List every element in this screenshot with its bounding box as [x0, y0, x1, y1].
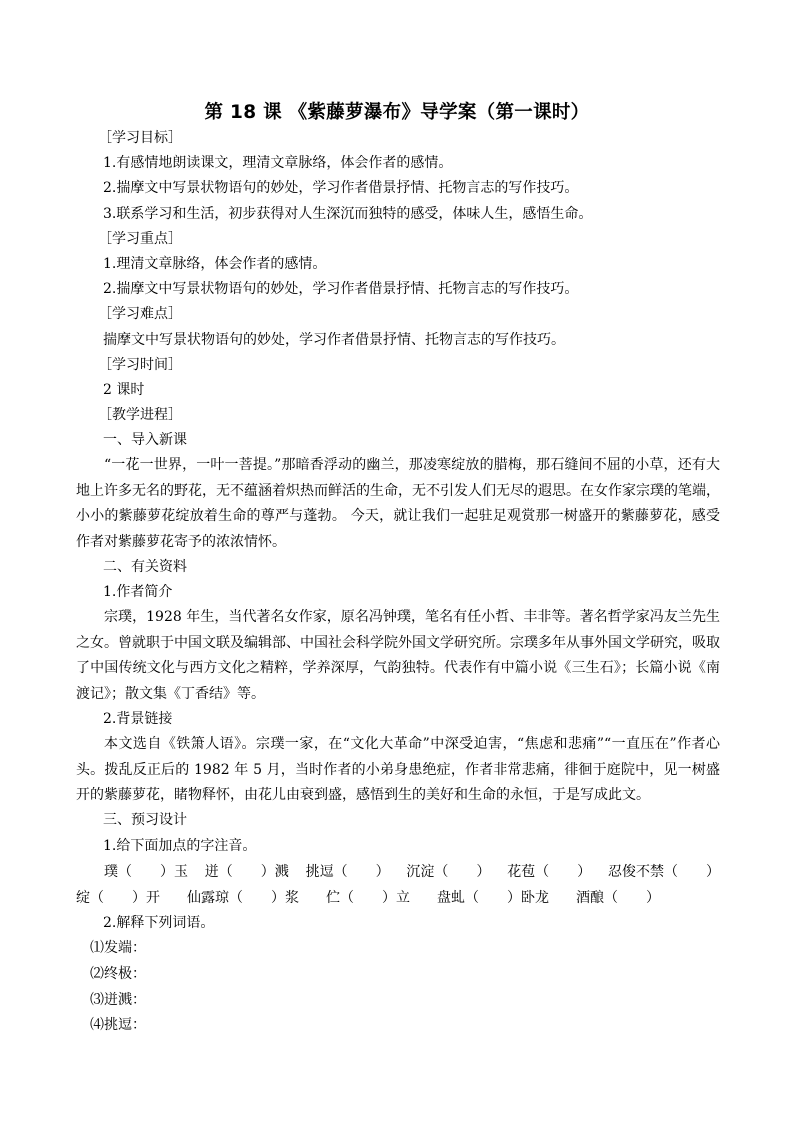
time-heading: ［学习时间］	[98, 356, 182, 373]
background-paragraph: 本文选自《铁箫人语》。宗璞一家，在“文化大革命”中深受迫害，“焦虑和悲痛”“一直压在”作者心头。拨乱反正后的 1982 年 5 月，当时作者的小弟身患绝症，作者非常悲痛，徘徊于庭院中，见一树盛开的紫藤萝花，睹物释怀，由花儿由衰到盛，感悟到生的美好和生命的永恒，于是写成此文。	[76, 736, 720, 804]
pinyin-item[interactable]: 盘虬（ ）卧龙	[437, 889, 549, 906]
term-item[interactable]: ⑴发端：	[90, 940, 146, 957]
term-item[interactable]: ⑶迸溅：	[90, 991, 146, 1008]
pinyin-item[interactable]: 迸（ ）溅	[204, 863, 289, 880]
time-text: 2 课时	[103, 381, 145, 398]
objectives-heading: ［学习目标］	[98, 130, 182, 146]
key-points-heading: ［学习重点］	[98, 230, 182, 247]
section-heading-materials: 二、有关资料	[103, 559, 187, 576]
pinyin-item[interactable]: 酒酿（ ）	[576, 889, 660, 906]
key-point-item: 1.理清文章脉络，体会作者的感情。	[103, 255, 327, 272]
document-title: 第 18 课 《紫藤萝瀑布》导学案（第一课时）	[204, 102, 590, 123]
term-item[interactable]: ⑷挑逗：	[90, 1017, 146, 1034]
pinyin-item[interactable]: 花苞（ ）	[507, 863, 592, 880]
pinyin-item[interactable]: 璞（ ）玉	[104, 863, 188, 880]
pinyin-item[interactable]: 伫（ ）立	[326, 889, 410, 906]
process-heading: ［教学进程］	[98, 407, 182, 424]
intro-paragraph: “一花一世界，一叶一菩提。”那暗香浮动的幽兰，那凌寒绽放的腊梅，那石缝间不屈的小草，还有大地上许多无名的野花，无不蕴涵着炽热而鲜活的生命，无不引发人们无尽的遐思。在女作家宗璞的笔端，小小的紫藤萝花绽放着生命的尊严与蓬勃。 今天，就让我们一起驻足观赏那一树盛开的紫藤萝花，感受作者对紫藤萝花寄予的浓浓情怀。	[76, 457, 720, 550]
objective-item: 2.揣摩文中写景状物语句的妙处，学习作者借景抒情、托物言志的写作技巧。	[103, 180, 579, 197]
pinyin-row-2	[76, 885, 720, 911]
objective-item: 1.有感情地朗读课文，理清文章脉络，体会作者的感情。	[103, 155, 453, 172]
pinyin-item[interactable]: 仙露琼（ ）浆	[187, 889, 299, 906]
author-heading: 1.作者简介	[103, 584, 173, 601]
author-paragraph: 宗璞，1928 年生，当代著名女作家，原名冯钟璞，笔名有任小哲、丰非等。著名哲学家冯友兰先生之女。曾就职于中国文联及编辑部、中国社会科学院外国文学研究所。宗璞多年从事外国文学研究，吸取了中国传统文化与西方文化之精粹，学养深厚，气韵独特。代表作有中篇小说《三生石》；长篇小说《南渡记》；散文集《丁香结》等。	[76, 609, 720, 702]
document-body	[76, 126, 720, 1039]
pinyin-row-1	[76, 859, 720, 885]
background-heading: 2.背景链接	[103, 711, 173, 728]
term-item[interactable]: ⑵终极：	[90, 965, 146, 982]
pinyin-item[interactable]: 忍俊不禁（ ）	[607, 863, 720, 880]
pinyin-item[interactable]: 绽（ ）开	[76, 889, 160, 906]
key-point-item: 2.揣摩文中写景状物语句的妙处，学习作者借景抒情、托物言志的写作技巧。	[103, 281, 579, 298]
pinyin-item[interactable]: 挑逗（ ）	[305, 863, 390, 880]
difficulty-text: 揣摩文中写景状物语句的妙处，学习作者借景抒情、托物言志的写作技巧。	[103, 331, 565, 348]
pinyin-item[interactable]: 沉淀（ ）	[406, 863, 491, 880]
section-heading-preview: 三、预习设计	[103, 812, 187, 829]
terms-question-heading: 2.解释下列词语。	[103, 914, 215, 931]
pinyin-question-heading: 1.给下面加点的字注音。	[103, 837, 257, 854]
objective-item: 3.联系学习和生活，初步获得对人生深沉而独特的感受，体味人生，感悟生命。	[103, 205, 593, 222]
difficulty-heading: ［学习难点］	[98, 306, 182, 323]
section-heading-intro: 一、导入新课	[103, 432, 187, 449]
